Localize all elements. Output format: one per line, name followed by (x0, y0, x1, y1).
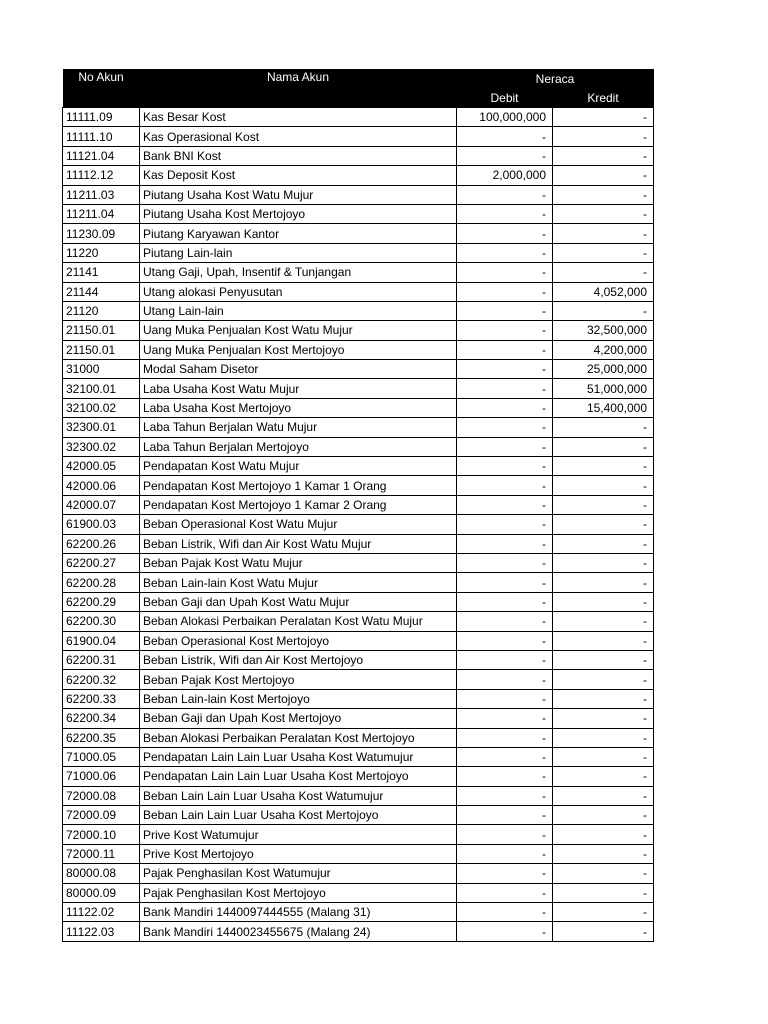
debit-cell: - (457, 612, 553, 631)
account-number-cell: 11230.09 (63, 224, 140, 243)
account-number-cell: 11211.04 (63, 204, 140, 223)
kredit-cell: - (553, 650, 654, 669)
account-number-cell: 11211.03 (63, 185, 140, 204)
table-row (63, 631, 654, 650)
kredit-cell: - (553, 457, 654, 476)
kredit-cell: 4,200,000 (553, 340, 654, 359)
kredit-cell: 25,000,000 (553, 360, 654, 379)
table-row (63, 825, 654, 844)
debit-cell: - (457, 515, 553, 534)
account-number-cell: 11111.10 (63, 127, 140, 146)
debit-cell: - (457, 883, 553, 902)
kredit-cell: - (553, 534, 654, 553)
account-number-cell: 42000.05 (63, 457, 140, 476)
account-name-cell: Utang Lain-lain (140, 301, 457, 320)
table-row (63, 321, 654, 340)
kredit-cell: - (553, 495, 654, 514)
account-number-cell: 62200.28 (63, 573, 140, 592)
header-debit: Debit (457, 88, 553, 108)
debit-cell: - (457, 398, 553, 417)
account-name-cell: Beban Alokasi Perbaikan Peralatan Kost Watu Mujur (140, 612, 457, 631)
kredit-cell: - (553, 243, 654, 262)
account-number-cell: 72000.08 (63, 786, 140, 805)
table-row (63, 224, 654, 243)
account-number-cell: 72000.11 (63, 844, 140, 863)
account-name-cell: Beban Pajak Kost Mertojoyo (140, 670, 457, 689)
account-number-cell: 21120 (63, 301, 140, 320)
account-name-cell: Utang alokasi Penyusutan (140, 282, 457, 301)
debit-cell: - (457, 457, 553, 476)
kredit-cell: 51,000,000 (553, 379, 654, 398)
debit-cell: - (457, 321, 553, 340)
kredit-cell: - (553, 922, 654, 941)
account-name-cell: Laba Tahun Berjalan Mertojoyo (140, 437, 457, 456)
kredit-cell: - (553, 515, 654, 534)
debit-cell: 100,000,000 (457, 108, 553, 127)
account-name-cell: Beban Alokasi Perbaikan Peralatan Kost Mertojoyo (140, 728, 457, 747)
debit-cell: - (457, 553, 553, 572)
table-row (63, 108, 654, 127)
account-number-cell: 72000.09 (63, 806, 140, 825)
table-row (63, 806, 654, 825)
account-name-cell: Kas Besar Kost (140, 108, 457, 127)
table-row (63, 398, 654, 417)
account-name-cell: Modal Saham Disetor (140, 360, 457, 379)
debit-cell: - (457, 922, 553, 941)
debit-cell: - (457, 146, 553, 165)
account-name-cell: Bank Mandiri 1440097444555 (Malang 31) (140, 903, 457, 922)
account-number-cell: 32300.02 (63, 437, 140, 456)
account-number-cell: 62200.27 (63, 553, 140, 572)
table-row (63, 650, 654, 669)
account-number-cell: 61900.03 (63, 515, 140, 534)
kredit-cell: - (553, 631, 654, 650)
account-name-cell: Beban Listrik, Wifi dan Air Kost Mertojoyo (140, 650, 457, 669)
kredit-cell: - (553, 263, 654, 282)
account-name-cell: Beban Gaji dan Upah Kost Mertojoyo (140, 709, 457, 728)
account-name-cell: Pendapatan Kost Watu Mujur (140, 457, 457, 476)
debit-cell: - (457, 495, 553, 514)
debit-cell: - (457, 903, 553, 922)
account-name-cell: Beban Listrik, Wifi dan Air Kost Watu Mujur (140, 534, 457, 553)
debit-cell: - (457, 592, 553, 611)
table-row (63, 243, 654, 262)
kredit-cell: - (553, 185, 654, 204)
account-number-cell: 80000.08 (63, 864, 140, 883)
debit-cell: - (457, 728, 553, 747)
account-number-cell: 11122.03 (63, 922, 140, 941)
kredit-cell: - (553, 670, 654, 689)
debit-cell: - (457, 844, 553, 863)
kredit-cell: - (553, 864, 654, 883)
account-number-cell: 42000.07 (63, 495, 140, 514)
table-row (63, 204, 654, 223)
debit-cell: - (457, 767, 553, 786)
account-number-cell: 21144 (63, 282, 140, 301)
debit-cell: - (457, 224, 553, 243)
table-row (63, 534, 654, 553)
account-number-cell: 71000.05 (63, 747, 140, 766)
kredit-cell: - (553, 786, 654, 805)
account-number-cell: 21150.01 (63, 321, 140, 340)
table-row (63, 767, 654, 786)
account-number-cell: 71000.06 (63, 767, 140, 786)
debit-cell: - (457, 360, 553, 379)
account-number-cell: 11220 (63, 243, 140, 262)
account-name-cell: Beban Operasional Kost Watu Mujur (140, 515, 457, 534)
account-number-cell: 61900.04 (63, 631, 140, 650)
kredit-cell: - (553, 825, 654, 844)
debit-cell: - (457, 747, 553, 766)
kredit-cell: - (553, 806, 654, 825)
table-row (63, 457, 654, 476)
debit-cell: - (457, 282, 553, 301)
kredit-cell: - (553, 747, 654, 766)
kredit-cell: - (553, 476, 654, 495)
kredit-cell: - (553, 127, 654, 146)
account-name-cell: Laba Tahun Berjalan Watu Mujur (140, 418, 457, 437)
table-row (63, 185, 654, 204)
debit-cell: - (457, 301, 553, 320)
account-name-cell: Prive Kost Watumujur (140, 825, 457, 844)
table-row (63, 553, 654, 572)
account-name-cell: Beban Operasional Kost Mertojoyo (140, 631, 457, 650)
kredit-cell: - (553, 883, 654, 902)
account-name-cell: Piutang Usaha Kost Mertojoyo (140, 204, 457, 223)
account-name-cell: Beban Pajak Kost Watu Mujur (140, 553, 457, 572)
table-row (63, 612, 654, 631)
kredit-cell: - (553, 903, 654, 922)
account-name-cell: Beban Lain-lain Kost Mertojoyo (140, 689, 457, 708)
debit-cell: - (457, 689, 553, 708)
debit-cell: - (457, 185, 553, 204)
kredit-cell: - (553, 767, 654, 786)
table-row (63, 360, 654, 379)
debit-cell: - (457, 573, 553, 592)
table-row (63, 592, 654, 611)
header-no-akun: No Akun (63, 69, 140, 108)
account-name-cell: Pajak Penghasilan Kost Mertojoyo (140, 883, 457, 902)
kredit-cell: - (553, 728, 654, 747)
account-name-cell: Piutang Lain-lain (140, 243, 457, 262)
kredit-cell: - (553, 592, 654, 611)
kredit-cell: - (553, 418, 654, 437)
debit-cell: - (457, 127, 553, 146)
kredit-cell: - (553, 166, 654, 185)
account-name-cell: Pajak Penghasilan Kost Watumujur (140, 864, 457, 883)
table-row (63, 573, 654, 592)
table-row (63, 844, 654, 863)
account-number-cell: 31000 (63, 360, 140, 379)
debit-cell: - (457, 806, 553, 825)
table-row (63, 864, 654, 883)
debit-cell: - (457, 786, 553, 805)
kredit-cell: - (553, 573, 654, 592)
debit-cell: - (457, 263, 553, 282)
account-name-cell: Pendapatan Kost Mertojoyo 1 Kamar 2 Orang (140, 495, 457, 514)
account-name-cell: Beban Lain Lain Luar Usaha Kost Watumujur (140, 786, 457, 805)
neraca-table (62, 69, 654, 942)
header-kredit: Kredit (553, 88, 654, 108)
table-row (63, 263, 654, 282)
account-name-cell: Beban Gaji dan Upah Kost Watu Mujur (140, 592, 457, 611)
account-name-cell: Kas Deposit Kost (140, 166, 457, 185)
account-number-cell: 62200.32 (63, 670, 140, 689)
kredit-cell: - (553, 146, 654, 165)
debit-cell: - (457, 340, 553, 359)
kredit-cell: - (553, 301, 654, 320)
table-row (63, 786, 654, 805)
account-number-cell: 11121.04 (63, 146, 140, 165)
account-number-cell: 62200.30 (63, 612, 140, 631)
debit-cell: - (457, 476, 553, 495)
kredit-cell: 15,400,000 (553, 398, 654, 417)
account-name-cell: Uang Muka Penjualan Kost Mertojoyo (140, 340, 457, 359)
debit-cell: - (457, 631, 553, 650)
kredit-cell: - (553, 689, 654, 708)
account-name-cell: Piutang Usaha Kost Watu Mujur (140, 185, 457, 204)
debit-cell: - (457, 243, 553, 262)
table-row (63, 166, 654, 185)
trial-balance-sheet (62, 69, 653, 942)
account-number-cell: 62200.31 (63, 650, 140, 669)
table-row (63, 282, 654, 301)
account-number-cell: 21141 (63, 263, 140, 282)
account-number-cell: 62200.33 (63, 689, 140, 708)
table-row (63, 127, 654, 146)
table-row (63, 146, 654, 165)
account-name-cell: Utang Gaji, Upah, Insentif & Tunjangan (140, 263, 457, 282)
account-number-cell: 80000.09 (63, 883, 140, 902)
account-number-cell: 62200.35 (63, 728, 140, 747)
table-row (63, 379, 654, 398)
account-number-cell: 32100.01 (63, 379, 140, 398)
header-neraca-group: Neraca (457, 69, 654, 88)
account-name-cell: Beban Lain Lain Luar Usaha Kost Mertojoyo (140, 806, 457, 825)
table-row (63, 418, 654, 437)
debit-cell: - (457, 437, 553, 456)
account-name-cell: Laba Usaha Kost Watu Mujur (140, 379, 457, 398)
account-number-cell: 62200.29 (63, 592, 140, 611)
table-row (63, 437, 654, 456)
table-row (63, 670, 654, 689)
kredit-cell: - (553, 612, 654, 631)
table-row (63, 495, 654, 514)
account-number-cell: 11112.12 (63, 166, 140, 185)
debit-cell: - (457, 709, 553, 728)
table-row (63, 301, 654, 320)
account-name-cell: Prive Kost Mertojoyo (140, 844, 457, 863)
kredit-cell: - (553, 844, 654, 863)
kredit-cell: - (553, 553, 654, 572)
table-row (63, 883, 654, 902)
debit-cell: - (457, 650, 553, 669)
header-nama-akun: Nama Akun (140, 69, 457, 108)
table-row (63, 728, 654, 747)
account-name-cell: Bank Mandiri 1440023455675 (Malang 24) (140, 922, 457, 941)
debit-cell: - (457, 534, 553, 553)
table-row (63, 903, 654, 922)
account-name-cell: Piutang Karyawan Kantor (140, 224, 457, 243)
debit-cell: - (457, 418, 553, 437)
account-name-cell: Kas Operasional Kost (140, 127, 457, 146)
account-number-cell: 62200.26 (63, 534, 140, 553)
table-row (63, 340, 654, 359)
debit-cell: - (457, 204, 553, 223)
debit-cell: - (457, 864, 553, 883)
kredit-cell: 4,052,000 (553, 282, 654, 301)
account-name-cell: Pendapatan Lain Lain Luar Usaha Kost Mertojoyo (140, 767, 457, 786)
table-header (63, 69, 654, 108)
account-name-cell: Bank BNI Kost (140, 146, 457, 165)
kredit-cell: 32,500,000 (553, 321, 654, 340)
account-name-cell: Pendapatan Lain Lain Luar Usaha Kost Watumujur (140, 747, 457, 766)
account-number-cell: 72000.10 (63, 825, 140, 844)
kredit-cell: - (553, 204, 654, 223)
account-number-cell: 42000.06 (63, 476, 140, 495)
account-number-cell: 21150.01 (63, 340, 140, 359)
table-row (63, 515, 654, 534)
account-name-cell: Pendapatan Kost Mertojoyo 1 Kamar 1 Orang (140, 476, 457, 495)
table-row (63, 476, 654, 495)
account-number-cell: 11111.09 (63, 108, 140, 127)
debit-cell: - (457, 379, 553, 398)
debit-cell: - (457, 670, 553, 689)
account-number-cell: 62200.34 (63, 709, 140, 728)
table-row (63, 689, 654, 708)
account-number-cell: 32300.01 (63, 418, 140, 437)
kredit-cell: - (553, 437, 654, 456)
account-name-cell: Uang Muka Penjualan Kost Watu Mujur (140, 321, 457, 340)
account-name-cell: Laba Usaha Kost Mertojoyo (140, 398, 457, 417)
kredit-cell: - (553, 108, 654, 127)
kredit-cell: - (553, 709, 654, 728)
table-row (63, 922, 654, 941)
account-name-cell: Beban Lain-lain Kost Watu Mujur (140, 573, 457, 592)
debit-cell: - (457, 825, 553, 844)
table-row (63, 709, 654, 728)
debit-cell: 2,000,000 (457, 166, 553, 185)
account-number-cell: 11122.02 (63, 903, 140, 922)
table-row (63, 747, 654, 766)
account-number-cell: 32100.02 (63, 398, 140, 417)
table-body (63, 108, 654, 942)
kredit-cell: - (553, 224, 654, 243)
